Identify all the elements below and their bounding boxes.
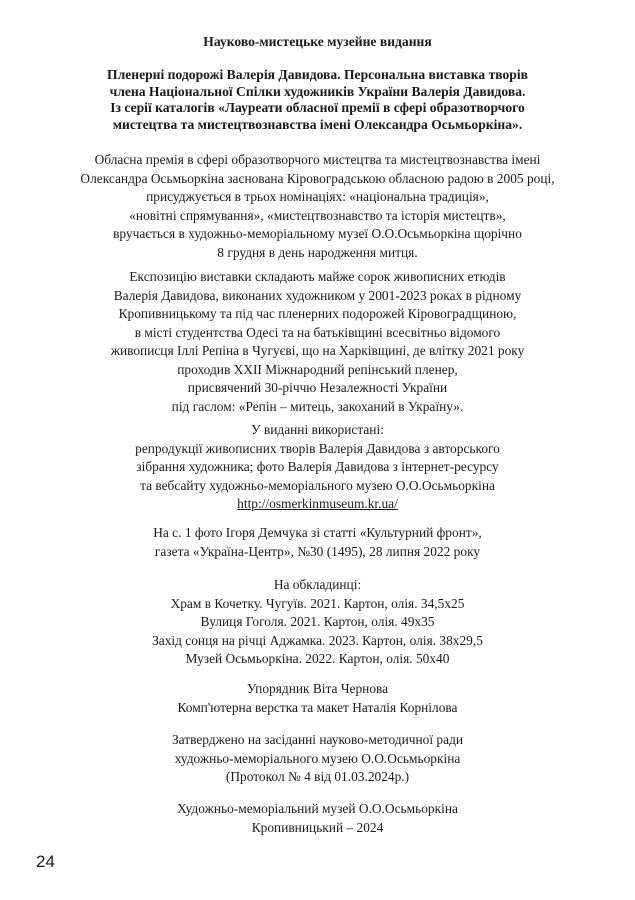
exposition-line: Кропивницькому та під час пленерних подорожей Кіровоградщиною, <box>118 306 517 321</box>
prize-line: Обласна премія в сфері образотворчого мистецтва та мистецтвознавства імені <box>94 152 541 167</box>
publisher-line: Художньо-меморіальний музей О.О.Осьмьоркіна <box>177 801 458 816</box>
approval-note <box>0 731 635 787</box>
photo-credit-line: газета «Україна-Центр», №30 (1495), 28 липня 2022 року <box>154 543 481 559</box>
edition-type-heading <box>0 34 635 51</box>
prize-line: 8 грудня в день народження митця. <box>217 244 418 260</box>
exposition-line: Валерія Давидова, виконаних художником у 2001-2023 роках в рідному <box>113 287 522 303</box>
photo-credit <box>0 524 635 561</box>
title-line: члена Національної Спілки художників України Валерія Давидова. <box>109 83 526 99</box>
used-line: зібрання художника; фото Валерія Давидова з інтернет-ресурсу <box>136 459 499 474</box>
prize-line: вручається в художньо-меморіальному музеї О.О.Осьмьоркіна щорічно <box>113 226 522 241</box>
cover-artwork-line: Захід сонця на річці Аджамка. 2023. Картон, олія. 38х29,5 <box>152 632 483 648</box>
title-line: Із серії каталогів «Лауреати обласної премії в сфері образотворчого <box>110 100 525 115</box>
used-line: У виданні використані: <box>251 422 384 437</box>
page-number: 24 <box>36 852 55 871</box>
cover-artwork-line: Вулиця Гоголя. 2021. Картон, олія. 49х35 <box>200 614 435 629</box>
museum-website-line <box>0 495 635 514</box>
used-materials <box>0 421 635 514</box>
approval-line: художньо-меморіального музею О.О.Осьмьоркіна <box>174 750 461 766</box>
title-line: мистецтва та мистецтвознавства імені Олександра Осьмьоркіна». <box>112 116 523 132</box>
exposition-line: проходив XXII Міжнародний репінський пленер, <box>177 361 458 377</box>
catalog-title <box>0 67 635 133</box>
approval-line: (Протокол № 4 від 01.03.2024р.) <box>225 769 410 784</box>
prize-line: Олександра Осьмьоркіна заснована Кіровоградською обласною радою в 2005 році, <box>80 170 555 186</box>
compiler-line: Упорядник Віта Чернова <box>246 681 389 696</box>
used-line: та вебсайту художньо-меморіального музею О.О.Осьмьоркіна <box>140 477 495 493</box>
prize-description <box>0 151 635 262</box>
layout-credit-line: Комп'ютерна верстка та макет Наталія Корнілова <box>177 699 458 715</box>
exposition-line: присвячений 30-річчю Незалежності України <box>187 380 448 395</box>
cover-artwork-line: Музей Осьмьоркіна. 2022. Картон, олія. 50х40 <box>185 651 450 666</box>
exposition-line: живописця Іллі Репіна в Чугуєві, що на Харківщині, де влітку 2021 року <box>110 343 525 358</box>
exposition-description <box>0 268 635 416</box>
edition-type-text: Науково-мистецьке музейне видання <box>203 34 432 49</box>
publisher-info <box>0 800 635 837</box>
cover-artworks <box>0 576 635 669</box>
city-year-line: Кропивницький – 2024 <box>251 819 384 835</box>
prize-line: «новітні спрямування», «мистецтвознавство та історія мистецтв», <box>129 207 506 223</box>
museum-website-link[interactable]: http://osmerkinmuseum.kr.ua/ <box>237 496 398 511</box>
cover-artwork-line: Храм в Кочетку. Чугуїв. 2021. Картон, олія. 34,5х25 <box>170 595 465 611</box>
used-line: репродукції живописних творів Валерія Давидова з авторського <box>135 440 500 456</box>
credits <box>0 680 635 717</box>
exposition-line: Експозицію виставки складають майже сорок живописних етюдів <box>129 269 506 284</box>
title-line: Пленерні подорожі Валерія Давидова. Персональна виставка творів <box>107 67 528 82</box>
cover-heading: На обкладинці: <box>273 577 362 592</box>
exposition-line: в місті студентства Одесі та на батьківщині всесвітньо відомого <box>134 324 501 340</box>
prize-line: присуджується в трьох номінаціях: «національна традиція», <box>146 189 489 204</box>
approval-line: Затверджено на засіданні науково-методичної ради <box>171 732 464 747</box>
photo-credit-line: На с. 1 фото Ігоря Демчука зі статті «Культурний фронт», <box>153 525 482 540</box>
exposition-line: під гаслом: «Репін – митець, закоханий в Україну». <box>171 398 464 414</box>
